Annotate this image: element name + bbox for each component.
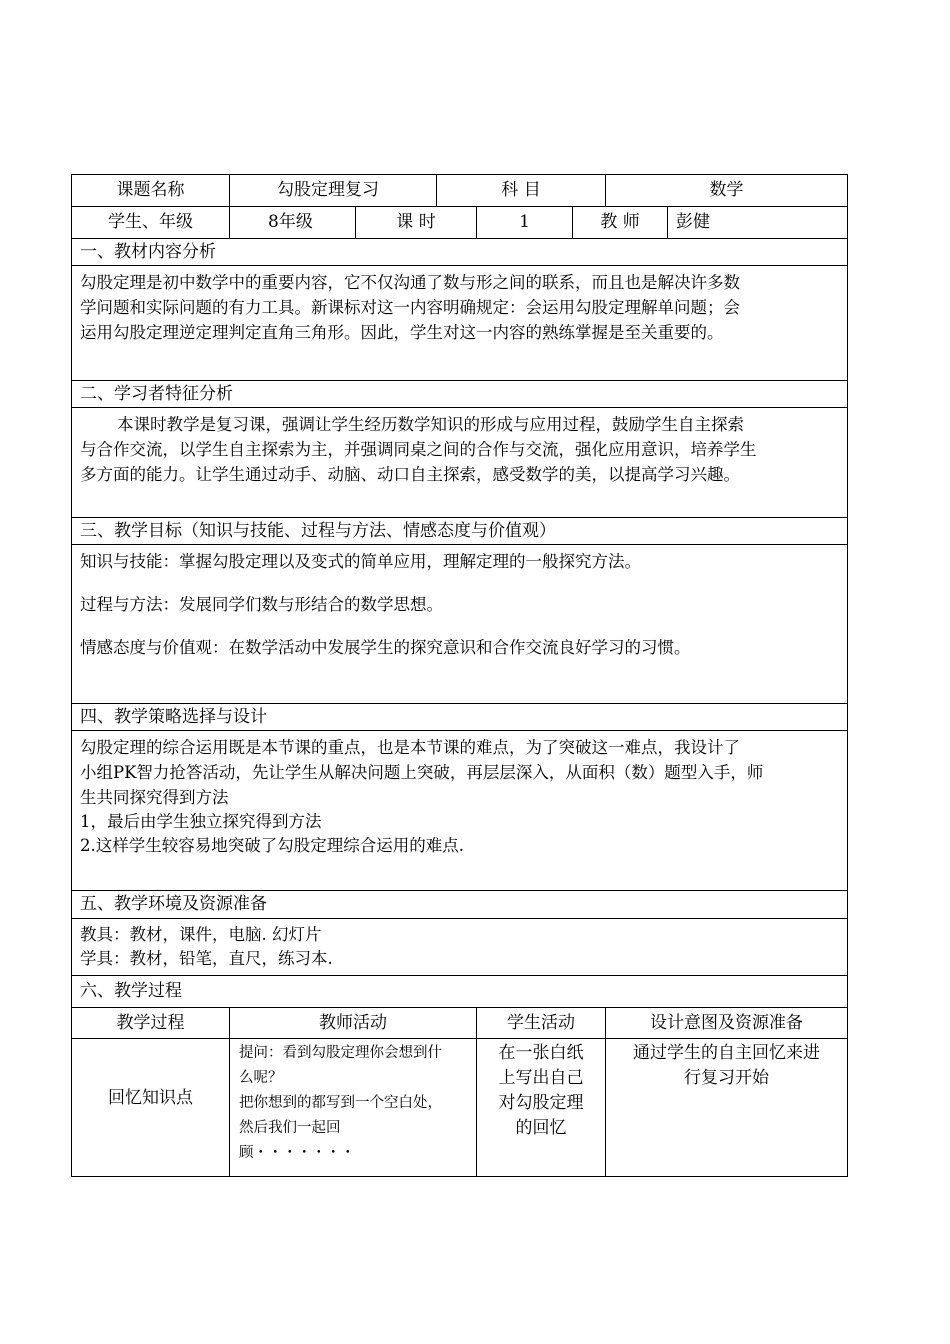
subject-value: 数学	[709, 180, 744, 200]
section-4-line-3: 生共同探究得到方法	[80, 788, 229, 807]
section-4-line-1: 勾股定理的综合运用既是本节课的重点，也是本节课的难点，为了突破这一难点，我设计了	[80, 738, 740, 757]
process-stage: 回忆知识点	[108, 1088, 193, 1108]
teacher-tools: 教具：教材，课件，电脑. 幻灯片	[80, 925, 322, 944]
section-6-title-cell	[71, 975, 848, 1008]
goal-process-methods: 过程与方法：发展同学们数与形结合的数学思想。	[80, 595, 443, 614]
teacher-activity-line-2: 么呢？	[239, 1070, 283, 1086]
goal-knowledge-skills: 知识与技能：掌握勾股定理以及变式的简单应用，理解定理的一般探究方法。	[80, 552, 641, 571]
course-name-label: 课题名称	[116, 180, 185, 200]
teacher-activity-line-1: 提问：看到勾股定理你会想到什	[239, 1045, 442, 1061]
section-4-line-5: 2.这样学生较容易地突破了勾股定理综合运用的难点.	[80, 836, 464, 855]
section-1-line-2: 学问题和实际问题的有力工具。新课标对这一内容明确规定：会运用勾股定理解单问题；会	[80, 298, 740, 317]
design-intent-line-2: 行复习开始	[684, 1068, 769, 1088]
student-activity-line-3: 对勾股定理	[498, 1093, 584, 1113]
student-grade-label: 学生、年级	[108, 212, 193, 232]
period-label: 课 时	[396, 212, 436, 232]
section-2-line-2: 与合作交流，以学生自主探索为主，并强调同桌之间的合作与交流，强化应用意识，培养学生	[80, 440, 757, 459]
student-tools: 学具：教材，铅笔，直尺，练习本.	[80, 949, 333, 968]
teacher-activity-line-3: 把你想到的都写到一个空白处，	[239, 1095, 442, 1111]
design-intent-line-1: 通过学生的自主回忆来进	[633, 1043, 820, 1063]
period-value: 1	[519, 212, 530, 232]
section-5-title: 五、教学环境及资源准备	[80, 894, 267, 914]
teacher-label: 教 师	[600, 212, 640, 232]
section-1-line-1: 勾股定理是初中数学中的重要内容，它不仅沟通了数与形之间的联系，而且也是解决许多数	[80, 273, 740, 292]
section-2-title: 二、学习者特征分析	[80, 384, 233, 404]
section-6-title: 六、教学过程	[80, 981, 182, 1001]
section-4-title: 四、教学策略选择与设计	[80, 707, 267, 727]
grade-value: 8年级	[268, 212, 313, 232]
process-header-teacher: 教师活动	[319, 1013, 387, 1033]
goal-emotion-values: 情感态度与价值观：在数学活动中发展学生的探究意识和合作交流良好学习的习惯。	[80, 638, 691, 657]
section-1-title: 一、教材内容分析	[80, 242, 216, 262]
section-4-line-2: 小组PK智力抢答活动，先让学生从解决问题上突破，再层层深入，从面积（数）题型入手，师	[80, 763, 764, 782]
subject-label: 科 目	[501, 180, 541, 200]
section-2-line-1: 本课时教学是复习课，强调让学生经历数学知识的形成与应用过程，鼓励学生自主探索	[117, 415, 744, 434]
section-4-line-4: 1，最后由学生独立探究得到方法	[80, 812, 322, 831]
student-activity-line-2: 上写出自己	[498, 1068, 584, 1088]
section-2-line-3: 多方面的能力。让学生通过动手、动脑、动口自主探索，感受数学的美，以提高学习兴趣。	[80, 465, 740, 484]
section-1-line-3: 运用勾股定理逆定理判定直角三角形。因此，学生对这一内容的熟练掌握是至关重要的。	[80, 323, 724, 342]
teacher-activity-line-4: 然后我们一起回	[239, 1120, 341, 1136]
section-3-title: 三、教学目标（知识与技能、过程与方法、情感态度与价值观）	[80, 521, 556, 541]
teacher-value: 彭健	[676, 212, 710, 232]
student-activity-line-4: 的回忆	[515, 1118, 567, 1138]
process-header-student: 学生活动	[507, 1013, 575, 1033]
process-header-intent: 设计意图及资源准备	[650, 1013, 803, 1033]
teacher-activity-line-5: 顾・・・・・・・	[239, 1145, 355, 1161]
process-header-stage: 教学过程	[116, 1013, 185, 1033]
student-activity-line-1: 在一张白纸	[498, 1043, 584, 1063]
course-name: 勾股定理复习	[277, 180, 379, 200]
